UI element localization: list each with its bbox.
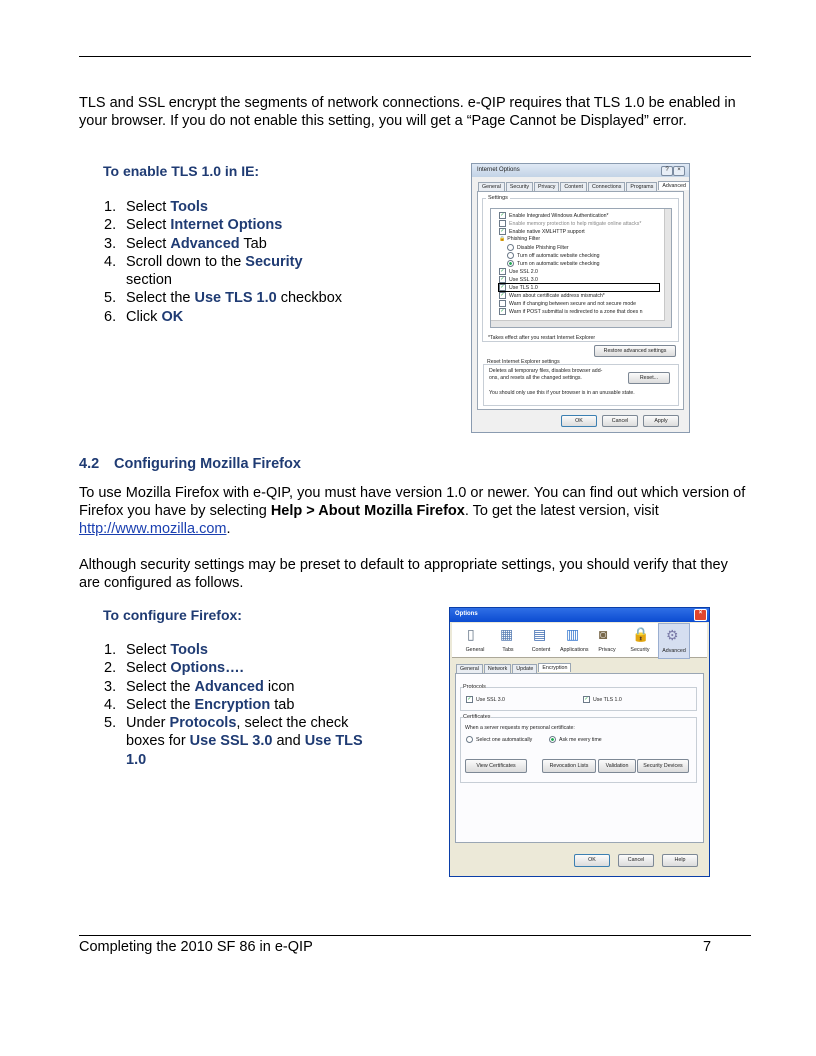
step-text: checkbox xyxy=(276,290,343,307)
ff-encryption-pane xyxy=(455,673,704,843)
step-keyword: Tools xyxy=(170,642,208,658)
ie-restart-note: *Takes effect after you restart Internet Explorer xyxy=(488,335,596,341)
ie-setting-label: Phishing Filter xyxy=(507,236,541,242)
ff-pane-label: Applications xyxy=(560,647,589,653)
tab-programs: Programs xyxy=(626,182,657,191)
ie-setting-label: Warn if POST submittal is redirected to a zone that does n xyxy=(509,308,643,315)
tab-security: Security xyxy=(506,182,533,191)
mozilla-link[interactable]: http://www.mozilla.com xyxy=(79,521,227,537)
ff-view-certificates-button: View Certificates xyxy=(465,759,527,773)
list-item xyxy=(79,289,419,307)
list-item xyxy=(79,216,419,234)
step-keyword: Encryption xyxy=(194,696,271,713)
ff-dialog-title: Options xyxy=(455,611,478,617)
ff-certs-prompt: When a server requests my personal certificate: xyxy=(465,725,575,731)
ff-steps-list xyxy=(79,641,419,769)
tab-advanced: Advanced xyxy=(658,181,690,190)
check-icon: ✓ xyxy=(500,212,505,218)
ff-pane-general xyxy=(460,623,490,657)
ie-reset-label: Reset Internet Explorer settings xyxy=(487,359,560,365)
step-keyword: Tools xyxy=(170,199,208,215)
step-keyword: Security xyxy=(245,253,303,270)
applications-icon: ▥ xyxy=(566,626,580,642)
step-number: 5. xyxy=(104,290,117,307)
ff-pane-privacy xyxy=(592,623,622,657)
ff-cancel-button: Cancel xyxy=(618,854,654,867)
ie-setting-item xyxy=(499,212,609,219)
step-number: 5. xyxy=(104,715,117,732)
ff-ask-every-radio xyxy=(549,736,602,743)
step-text: Click xyxy=(126,308,162,325)
ff-validation-button: Validation xyxy=(598,759,636,773)
check-icon: ✓ xyxy=(500,276,505,282)
list-item xyxy=(79,308,419,326)
ie-cancel-button: Cancel xyxy=(602,415,638,427)
ie-setting-item xyxy=(499,300,636,307)
ie-setting-item xyxy=(499,284,659,291)
ff-certificates-label: Certificates xyxy=(463,714,491,720)
step-keyword: Use TLS 1.0 xyxy=(194,290,277,307)
ff-use-tls-checkbox xyxy=(583,696,622,703)
close-icon: × xyxy=(673,166,685,176)
general-icon: ▯ xyxy=(467,626,475,642)
check-icon: ✓ xyxy=(500,268,505,274)
ff-pane-applications xyxy=(559,623,589,657)
ie-setting-label: Use TLS 1.0 xyxy=(509,284,538,291)
ie-reset-description: Deletes all temporary files, disables browser add-ons, and resets all the changed settings. xyxy=(489,368,603,381)
tabs-icon: ▦ xyxy=(500,626,514,642)
help-icon: ? xyxy=(661,166,673,176)
ie-steps-list xyxy=(79,198,419,326)
step-text: Select xyxy=(126,235,171,252)
ff-select-auto-radio xyxy=(466,736,532,743)
ie-setting-item xyxy=(499,276,538,283)
check-icon: ✓ xyxy=(500,284,505,290)
ff-pane-label: Content xyxy=(531,647,551,653)
step-keyword: Options…. xyxy=(170,660,244,677)
step-keyword: Use SSL 3.0 xyxy=(189,733,273,750)
step-text: Under xyxy=(126,715,170,732)
ie-setting-label: Use SSL 2.0 xyxy=(509,268,538,275)
header-rule xyxy=(79,56,751,57)
ie-setting-label: Enable native XMLHTTP support xyxy=(509,228,585,235)
ie-setting-label: Warn about certificate address mismatch* xyxy=(509,292,605,299)
list-item xyxy=(79,714,419,732)
ie-settings-list xyxy=(490,208,672,328)
step-text: Select xyxy=(126,217,171,234)
ie-setting-label: Enable Integrated Windows Authentication* xyxy=(509,212,609,219)
intro-paragraph: TLS and SSL encrypt the segments of network connections. e-QIP requires that TLS 1.0 be enabled in your browser. If you do not enable this setting, you will get a “Page Cannot be Displayed” error. xyxy=(79,95,736,129)
step-text: Tab xyxy=(239,235,267,252)
firefox-para-text3: . xyxy=(226,521,231,537)
ie-setting-label: Enable memory protection to help mitigate online attacks* xyxy=(509,220,642,227)
ff-protocols-label: Protocols xyxy=(463,684,486,690)
check-icon: ✓ xyxy=(584,696,589,702)
firefox-version-paragraph xyxy=(79,484,747,538)
list-item xyxy=(79,235,419,253)
ie-settings-hscrollbar xyxy=(491,320,665,327)
ie-procedure-heading: To enable TLS 1.0 in IE: xyxy=(103,163,260,179)
footer-title: Completing the 2010 SF 86 in e-QIP xyxy=(79,939,313,955)
ff-dialog-titlebar xyxy=(450,608,709,622)
ff-use-tls-label: Use TLS 1.0 xyxy=(593,696,622,703)
list-item xyxy=(79,641,419,659)
ff-pane-label: Tabs xyxy=(502,647,514,653)
step-keyword: Advanced xyxy=(194,678,264,695)
tab-general: General xyxy=(478,182,505,191)
ie-setting-item xyxy=(499,236,540,242)
step-text: Select the xyxy=(126,678,195,695)
ff-pane-content xyxy=(526,623,556,657)
privacy-icon: ◙ xyxy=(599,626,608,642)
security-paragraph: Although security settings may be preset to default to appropriate settings, you should verify that they are configured as follows. xyxy=(79,557,728,591)
tab-update: Update xyxy=(512,664,537,673)
ie-reset-button: Reset... xyxy=(628,372,670,384)
ie-setting-label: Warn if changing between secure and not secure mode xyxy=(509,300,636,307)
check-icon: ✓ xyxy=(500,292,505,298)
ie-setting-item xyxy=(507,244,569,251)
firefox-options-screenshot xyxy=(449,607,710,877)
advanced-icon: ⚙ xyxy=(666,627,679,643)
firefox-para-text2: . To get the latest version, visit xyxy=(464,503,659,519)
ie-internet-options-screenshot xyxy=(471,163,690,433)
step-keyword: OK xyxy=(161,308,184,325)
step-text: and xyxy=(272,733,305,750)
check-icon: ✓ xyxy=(500,228,505,234)
step-number: 2. xyxy=(104,660,117,677)
list-item xyxy=(79,751,419,769)
firefox-para-text1: To use Mozilla Firefox with e-QIP, you must have version 1.0 or newer. You can find out which version of Firefox you have by selecting xyxy=(79,485,746,519)
ie-reset-warning: You should only use this if your browser is in an unusable state. xyxy=(489,390,635,396)
ie-dialog-title: Internet Options xyxy=(477,167,520,173)
step-text: Select the xyxy=(126,696,195,713)
ie-setting-item xyxy=(507,252,599,259)
ff-pane-label: Advanced xyxy=(662,648,686,654)
list-item xyxy=(79,659,419,677)
tab-privacy: Privacy xyxy=(534,182,559,191)
tab-network: Network xyxy=(484,664,511,673)
step-number: 2. xyxy=(104,217,117,234)
ie-setting-label: Use SSL 3.0 xyxy=(509,276,538,283)
checkbox-icon xyxy=(499,300,506,307)
step-text: tab xyxy=(270,696,295,713)
check-icon: ✓ xyxy=(467,696,472,702)
step-number: 6. xyxy=(104,308,117,325)
ie-advanced-pane xyxy=(477,191,684,410)
ie-setting-label: Turn on automatic website checking xyxy=(517,260,600,267)
checkbox-icon xyxy=(499,220,506,227)
list-item xyxy=(79,198,419,216)
list-item xyxy=(79,696,419,714)
step-text: section xyxy=(126,272,172,289)
ie-apply-button: Apply xyxy=(643,415,679,427)
ie-setting-item xyxy=(499,292,605,299)
section-number: 4.2 xyxy=(79,456,100,472)
tab-general: General xyxy=(456,664,483,673)
ie-setting-label: Disable Phishing Filter xyxy=(517,244,569,251)
step-keyword: Internet Options xyxy=(170,217,283,234)
firefox-para-bold: Help > About Mozilla Firefox xyxy=(270,503,465,519)
step-number: 3. xyxy=(104,678,117,695)
list-item xyxy=(79,732,419,750)
ff-procedure-heading: To configure Firefox: xyxy=(103,607,242,623)
step-text: Select xyxy=(126,199,171,215)
step-text: , select the check xyxy=(236,715,349,732)
ie-dialog-titlebar xyxy=(472,164,689,177)
ff-use-ssl-checkbox xyxy=(466,696,505,703)
step-text: Select xyxy=(126,642,171,658)
radio-icon xyxy=(466,736,473,743)
lock-icon: 🔒 xyxy=(499,236,506,242)
ff-revocation-lists-button: Revocation Lists xyxy=(542,759,596,773)
ie-setting-item xyxy=(507,260,600,267)
step-text: Select xyxy=(126,660,171,677)
ff-pane-advanced xyxy=(658,623,690,659)
ie-settings-label: Settings xyxy=(488,195,508,201)
step-text: icon xyxy=(263,678,295,695)
security-icon: 🔒 xyxy=(632,626,650,642)
step-number: 1. xyxy=(104,642,117,658)
radio-icon xyxy=(507,244,514,251)
step-number: 3. xyxy=(104,235,117,252)
ie-setting-item xyxy=(499,220,641,227)
ff-dialog-tabs xyxy=(456,664,572,673)
ff-icon-bar xyxy=(452,623,707,658)
ff-ok-button: OK xyxy=(574,854,610,867)
content-icon: ▤ xyxy=(533,626,547,642)
step-text: Scroll down to the xyxy=(126,253,246,270)
ff-pane-label: Privacy xyxy=(598,647,616,653)
step-keyword: Protocols xyxy=(169,715,237,732)
ff-pane-label: General xyxy=(465,647,485,653)
footer-rule xyxy=(79,935,751,936)
list-item xyxy=(79,253,419,271)
list-item xyxy=(79,678,419,696)
step-text: boxes for xyxy=(126,733,190,750)
ff-use-ssl-label: Use SSL 3.0 xyxy=(476,696,505,703)
close-icon: × xyxy=(694,609,707,621)
ie-ok-button: OK xyxy=(561,415,597,427)
ff-pane-tabs xyxy=(493,623,523,657)
tab-connections: Connections xyxy=(588,182,625,191)
step-number: 4. xyxy=(104,696,117,713)
step-keyword: Use TLS xyxy=(304,733,363,750)
step-keyword: 1.0 xyxy=(126,751,147,768)
list-item xyxy=(79,271,419,289)
step-number: 4. xyxy=(104,253,117,270)
ie-setting-label: Turn off automatic website checking xyxy=(517,252,600,259)
radio-icon xyxy=(507,252,514,259)
radio-selected-icon xyxy=(549,736,556,743)
ff-security-devices-button: Security Devices xyxy=(637,759,689,773)
step-number: 1. xyxy=(104,199,117,215)
ff-select-auto-label: Select one automatically xyxy=(476,736,533,743)
ie-setting-item xyxy=(499,268,538,275)
ff-help-button: Help xyxy=(662,854,698,867)
restore-advanced-settings-button: Restore advanced settings xyxy=(594,345,676,357)
check-icon: ✓ xyxy=(500,308,505,314)
step-text: Select the xyxy=(126,290,195,307)
radio-selected-icon xyxy=(507,260,514,267)
step-keyword: Advanced xyxy=(170,235,240,252)
section-title: Configuring Mozilla Firefox xyxy=(114,456,301,472)
ie-setting-item xyxy=(499,228,585,235)
tab-content: Content xyxy=(560,182,587,191)
tab-encryption: Encryption xyxy=(538,663,571,672)
ie-settings-scrollbar xyxy=(664,209,671,327)
ie-dialog-tabs xyxy=(478,182,690,191)
page-number: 7 xyxy=(703,939,712,955)
ff-pane-label: Security xyxy=(630,647,650,653)
ff-ask-every-label: Ask me every time xyxy=(559,736,602,743)
ff-pane-security xyxy=(625,623,655,657)
ie-setting-item xyxy=(499,308,643,315)
